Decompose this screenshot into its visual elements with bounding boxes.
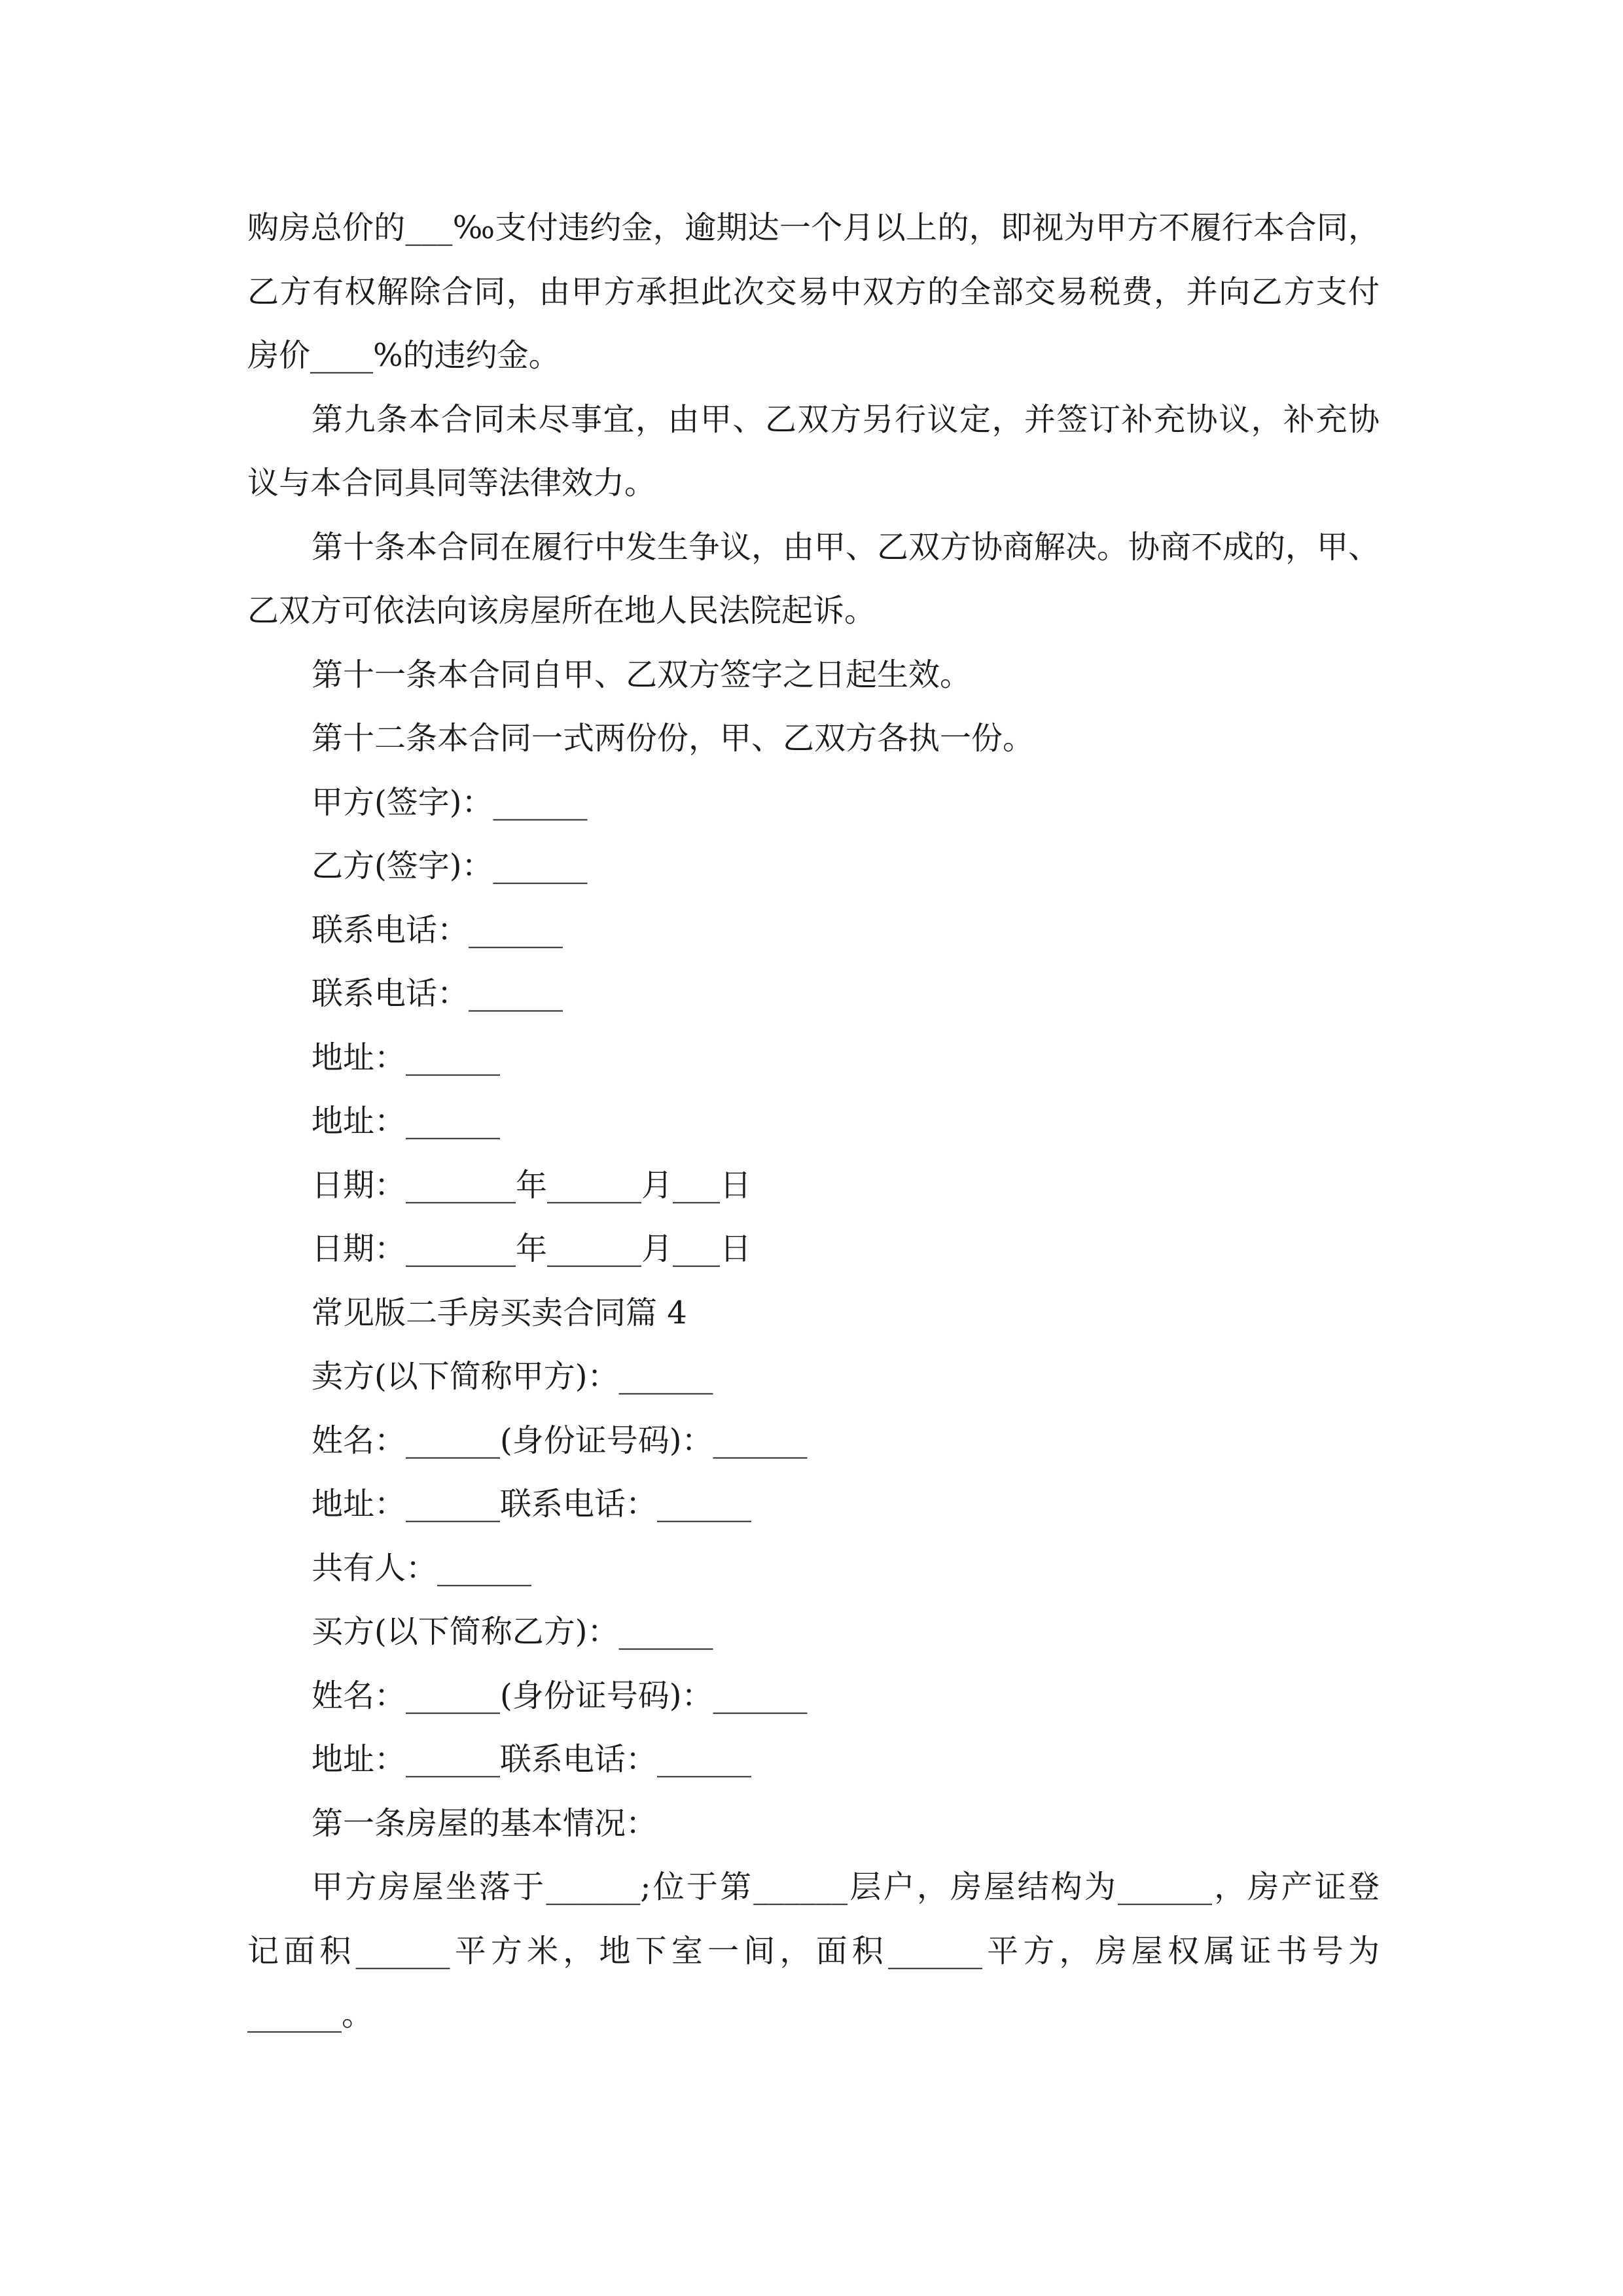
text-line: 议与本合同具同等法律效力。 <box>247 465 656 501</box>
buyer-name-id: 姓名：______(身份证号码)：______ <box>312 1677 808 1714</box>
clause-1-heading: 第一条房屋的基本情况： <box>312 1804 658 1842</box>
clause-10: 第十条本合同在履行中发生争议，由甲、乙双方协商解决。协商不成的，甲、 <box>312 528 1380 565</box>
section-heading: 常见版二手房买卖合同篇 4 <box>312 1294 687 1331</box>
contact-phone: 联系电话：______ <box>312 975 563 1012</box>
text-line: 乙方有权解除合同，由甲方承担此次交易中双方的全部交易税费，并向乙方支付 <box>247 273 1380 310</box>
property-description: 记面积______平方米，地下室一间，面积______平方，房屋权属证书号为 <box>247 1932 1380 1969</box>
text-line: 乙双方可依法向该房屋所在地人民法院起诉。 <box>247 592 876 629</box>
property-description: ______。 <box>247 1996 374 2033</box>
date: 日期：_______年______月___日 <box>312 1230 752 1267</box>
party-b-signature: 乙方(签字)：______ <box>312 848 588 884</box>
contact-phone: 联系电话：______ <box>312 911 563 948</box>
property-description: 甲方房屋坐落于______;位于第______层户，房屋结构为______，房产证登 <box>312 1869 1380 1905</box>
date: 日期：_______年______月___日 <box>312 1166 752 1204</box>
co-owner: 共有人：______ <box>312 1549 532 1587</box>
contract-text <box>247 196 1380 2047</box>
seller-address-phone: 地址：______联系电话：______ <box>312 1486 752 1522</box>
buyer-line: 买方(以下简称乙方)：______ <box>312 1613 713 1650</box>
clause-9: 第九条本合同未尽事宜，由甲、乙双方另行议定，并签订补充协议，补充协 <box>312 401 1380 438</box>
address: 地址：______ <box>312 1039 501 1076</box>
buyer-address-phone: 地址：______联系电话：______ <box>312 1741 752 1778</box>
clause-12: 第十二条本合同一式两份份，甲、乙双方各执一份。 <box>312 720 1035 757</box>
party-a-signature: 甲方(签字)：______ <box>312 783 588 821</box>
seller-line: 卖方(以下简称甲方)：______ <box>312 1358 713 1395</box>
clause-11: 第十一条本合同自甲、乙双方签字之日起生效。 <box>312 656 972 693</box>
address: 地址：______ <box>312 1103 501 1139</box>
text-line: 房价____%的违约金。 <box>247 337 560 374</box>
seller-name-id: 姓名：______(身份证号码)：______ <box>312 1422 808 1459</box>
text-line: 购房总价的___‰支付违约金，逾期达一个月以上的，即视为甲方不履行本合同， <box>247 209 1380 246</box>
